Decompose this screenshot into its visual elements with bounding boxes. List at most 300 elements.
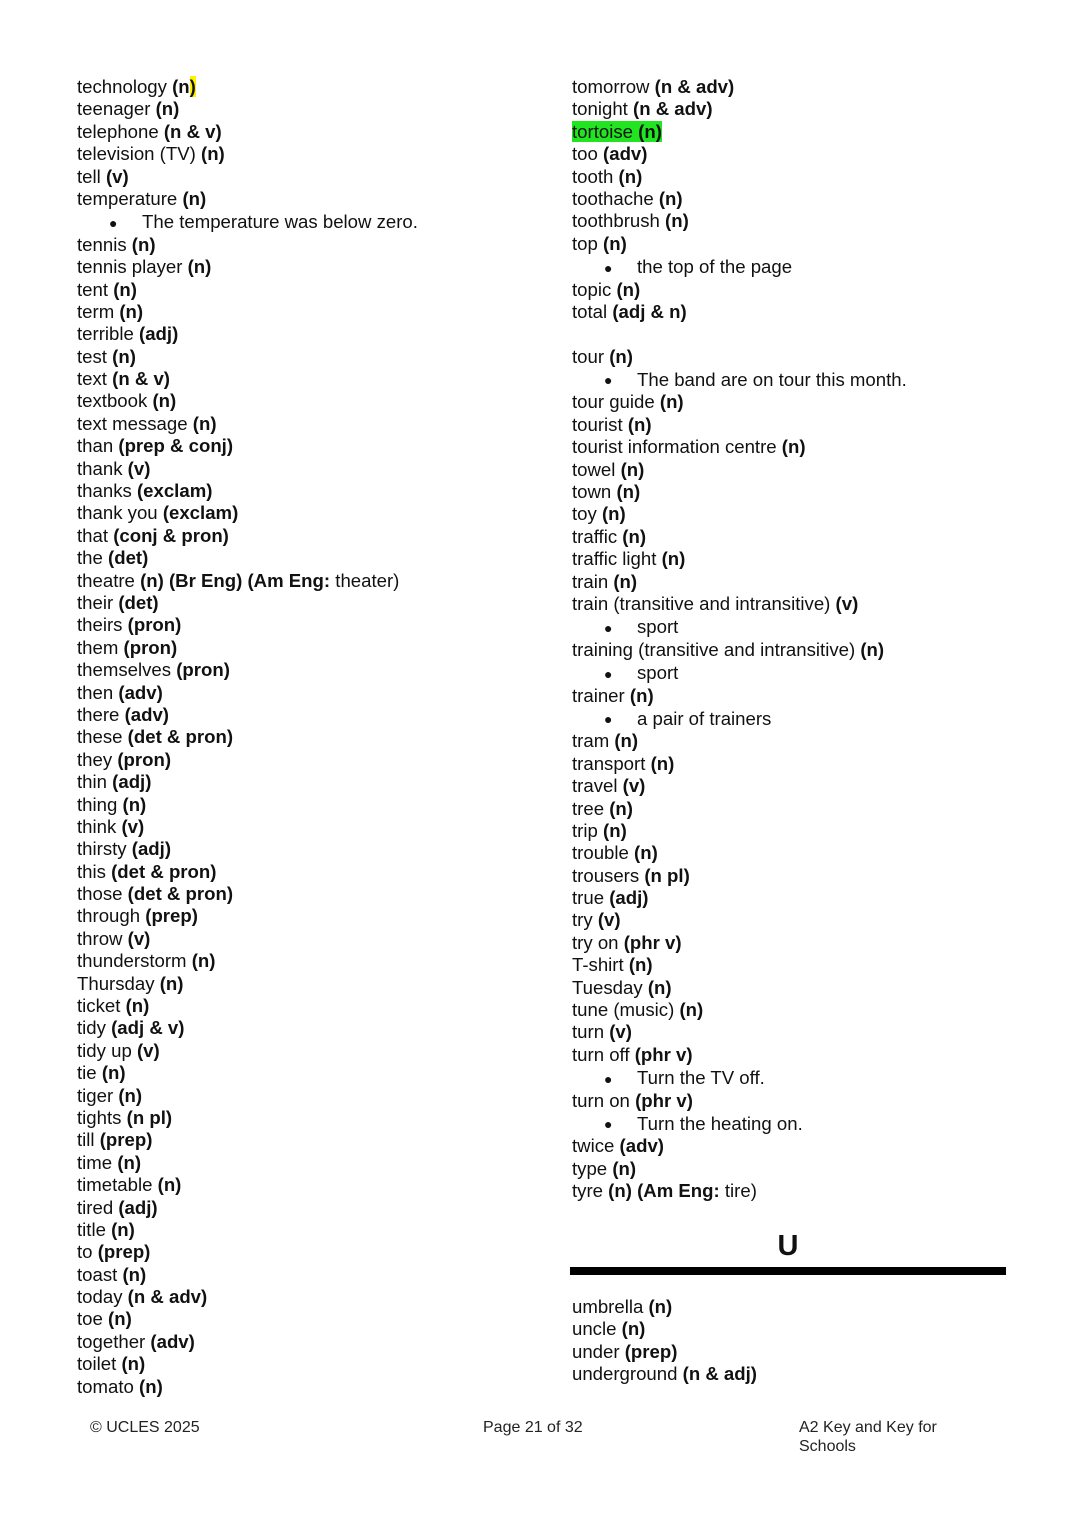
part-of-speech: (prep) bbox=[99, 1129, 153, 1151]
headword: through bbox=[77, 905, 141, 927]
part-of-speech: (adv) bbox=[124, 703, 169, 725]
part-of-speech: (n) bbox=[122, 793, 147, 815]
word-entry bbox=[77, 1040, 547, 1062]
headword: throw bbox=[77, 927, 123, 949]
part-of-speech: (adv) bbox=[603, 143, 648, 165]
part-of-speech: (n) bbox=[118, 1084, 143, 1106]
part-of-speech: (n) bbox=[616, 278, 641, 300]
part-of-speech: (n) bbox=[609, 797, 633, 819]
headword: twice bbox=[572, 1135, 615, 1157]
part-of-speech: (v) bbox=[121, 815, 145, 837]
word-entry bbox=[77, 547, 547, 569]
headword: then bbox=[77, 681, 114, 703]
word-entry bbox=[77, 279, 547, 301]
headword: tell bbox=[77, 165, 101, 187]
headword: terrible bbox=[77, 323, 134, 345]
headword: tennis bbox=[77, 233, 127, 255]
part-of-speech: (n) bbox=[191, 950, 216, 972]
part-of-speech: (prep) bbox=[97, 1241, 151, 1263]
part-of-speech: (n) bbox=[622, 525, 647, 547]
section-divider bbox=[570, 1267, 1006, 1275]
word-entry bbox=[77, 838, 547, 860]
part-of-speech: (pron) bbox=[176, 659, 230, 681]
word-entry bbox=[572, 481, 1012, 503]
headword: tonight bbox=[572, 98, 628, 120]
part-of-speech: (pron) bbox=[127, 614, 182, 636]
part-of-speech: (n) bbox=[650, 752, 675, 774]
headword: these bbox=[77, 726, 123, 748]
footer-page-number: Page 21 of 32 bbox=[483, 1419, 583, 1436]
headword: toothache bbox=[572, 187, 654, 209]
word-entry bbox=[77, 480, 547, 502]
section-letter: U bbox=[777, 1230, 799, 1262]
word-entry bbox=[572, 1021, 1012, 1043]
word-entry bbox=[77, 659, 547, 681]
alt-spelling: theater) bbox=[330, 569, 400, 591]
part-of-speech: (v) bbox=[835, 592, 859, 614]
headword: travel bbox=[572, 775, 618, 797]
word-entry bbox=[77, 1264, 547, 1286]
word-entry bbox=[77, 502, 547, 524]
headword: term bbox=[77, 300, 115, 322]
bullet-icon: ● bbox=[604, 1116, 613, 1133]
headword: technology bbox=[77, 76, 167, 97]
part-of-speech: (n) bbox=[111, 1218, 135, 1240]
word-entry bbox=[77, 861, 547, 883]
headword: thanks bbox=[77, 480, 132, 502]
example-text: The temperature was below zero. bbox=[142, 211, 418, 233]
part-of-speech: (adj & v) bbox=[111, 1017, 185, 1039]
part-of-speech: (adj) bbox=[118, 1196, 158, 1218]
headword: tomorrow bbox=[572, 76, 650, 97]
headword: telephone bbox=[77, 120, 159, 142]
word-entry bbox=[77, 771, 547, 793]
example-item bbox=[572, 615, 1012, 638]
part-of-speech: (n) (Br Eng) (Am Eng: bbox=[140, 569, 331, 591]
headword: type bbox=[572, 1157, 608, 1179]
part-of-speech: (adj & n) bbox=[612, 300, 687, 322]
part-of-speech: (n & adv) bbox=[633, 98, 713, 120]
part-of-speech: (n) bbox=[131, 233, 156, 255]
word-entry bbox=[572, 76, 1012, 98]
part-of-speech: (n & adv) bbox=[127, 1286, 208, 1308]
headword: train (transitive and intransitive) bbox=[572, 592, 831, 614]
word-entry bbox=[572, 865, 1012, 887]
part-of-speech: (v) bbox=[105, 165, 129, 187]
word-entry bbox=[572, 436, 1012, 458]
headword: toy bbox=[572, 503, 597, 525]
example-item bbox=[77, 210, 547, 233]
headword: title bbox=[77, 1218, 106, 1240]
part-of-speech: (n) bbox=[603, 232, 627, 254]
word-entry bbox=[77, 390, 547, 412]
bullet-icon: ● bbox=[604, 619, 613, 636]
word-entry bbox=[77, 1017, 547, 1039]
word-entry bbox=[77, 368, 547, 390]
part-of-speech: (adv) bbox=[150, 1330, 195, 1352]
word-entry bbox=[77, 1241, 547, 1263]
word-entry bbox=[572, 503, 1012, 525]
part-of-speech: (n) bbox=[113, 278, 137, 300]
word-entry bbox=[77, 637, 547, 659]
word-entry bbox=[572, 977, 1012, 999]
part-of-speech: (n) bbox=[182, 187, 207, 209]
headword: thank bbox=[77, 457, 123, 479]
word-entry bbox=[77, 1286, 547, 1308]
headword: too bbox=[572, 143, 598, 165]
part-of-speech: (n) bbox=[860, 638, 885, 660]
word-entry bbox=[77, 98, 547, 120]
part-of-speech: (n) bbox=[665, 210, 689, 232]
part-of-speech: (n) bbox=[661, 548, 686, 570]
word-entry bbox=[572, 548, 1012, 570]
word-entry bbox=[572, 571, 1012, 593]
part-of-speech: (n) bbox=[101, 1062, 126, 1084]
headword: thing bbox=[77, 793, 118, 815]
headword: thin bbox=[77, 771, 107, 793]
word-entry bbox=[77, 301, 547, 323]
part-of-speech: (n) bbox=[108, 1308, 132, 1330]
headword: theatre bbox=[77, 569, 135, 591]
headword: tired bbox=[77, 1196, 114, 1218]
bullet-icon: ● bbox=[604, 259, 613, 276]
headword: toothbrush bbox=[572, 210, 660, 232]
part-of-speech: (n) bbox=[647, 976, 672, 998]
part-of-speech: (n & adj) bbox=[682, 1363, 757, 1385]
part-of-speech: (prep & conj) bbox=[118, 435, 234, 457]
part-of-speech: (n) bbox=[679, 999, 704, 1021]
headword: till bbox=[77, 1129, 95, 1151]
word-entry bbox=[77, 726, 547, 748]
example-text: sport bbox=[637, 616, 679, 638]
highlight-green bbox=[572, 121, 662, 142]
word-entry bbox=[77, 1107, 547, 1129]
bullet-icon: ● bbox=[604, 665, 613, 682]
word-entry bbox=[77, 682, 547, 704]
part-of-speech: (n) bbox=[629, 684, 654, 706]
word-entry bbox=[77, 973, 547, 995]
word-entry bbox=[572, 753, 1012, 775]
part-of-speech: (n) bbox=[139, 1375, 163, 1397]
headword: turn off bbox=[572, 1043, 630, 1065]
part-of-speech: (adj) bbox=[131, 838, 172, 860]
word-entry bbox=[77, 323, 547, 345]
headword: top bbox=[572, 232, 598, 254]
part-of-speech: (adj) bbox=[139, 323, 179, 345]
bullet-icon: ● bbox=[604, 711, 613, 728]
part-of-speech: (n) bbox=[618, 165, 643, 187]
headword: trip bbox=[572, 819, 598, 841]
headword: tomato bbox=[77, 1375, 134, 1397]
word-entry bbox=[77, 614, 547, 636]
word-entry bbox=[77, 525, 547, 547]
headword: turn bbox=[572, 1021, 605, 1043]
headword: total bbox=[572, 300, 608, 322]
word-entry bbox=[572, 1318, 1012, 1340]
headword: tie bbox=[77, 1062, 97, 1084]
word-entry bbox=[77, 76, 547, 98]
word-entry bbox=[77, 188, 547, 210]
word-entry bbox=[572, 909, 1012, 931]
part-of-speech: (pron) bbox=[123, 636, 178, 658]
word-entry bbox=[77, 413, 547, 435]
word-entry bbox=[77, 749, 547, 771]
headword: ticket bbox=[77, 995, 121, 1017]
word-entry bbox=[77, 1062, 547, 1084]
left-word-column bbox=[77, 76, 547, 1398]
word-entry bbox=[77, 346, 547, 368]
part-of-speech: (adv) bbox=[619, 1135, 664, 1157]
footer-copyright: © UCLES 2025 bbox=[90, 1419, 200, 1436]
part-of-speech: (n & v) bbox=[112, 368, 170, 390]
word-entry bbox=[77, 1308, 547, 1330]
part-of-speech: (n) (Am Eng: bbox=[608, 1180, 720, 1202]
word-entry bbox=[572, 1296, 1012, 1318]
part-of-speech: (n) bbox=[117, 1151, 142, 1173]
headword: thirsty bbox=[77, 838, 127, 860]
headword: true bbox=[572, 887, 605, 909]
bullet-icon: ● bbox=[109, 214, 118, 231]
headword: them bbox=[77, 636, 119, 658]
part-of-speech: (n bbox=[172, 76, 190, 97]
part-of-speech: (det) bbox=[108, 547, 149, 569]
part-of-speech: (adv) bbox=[118, 681, 163, 703]
word-entry bbox=[77, 928, 547, 950]
word-entry bbox=[572, 1090, 1012, 1112]
headword: today bbox=[77, 1286, 123, 1308]
headword: this bbox=[77, 860, 106, 882]
word-entry bbox=[572, 233, 1012, 255]
headword: text message bbox=[77, 412, 188, 434]
footer-exam-title: A2 Key and Key for Schools bbox=[799, 1419, 937, 1455]
headword: think bbox=[77, 815, 117, 837]
headword: tidy up bbox=[77, 1039, 132, 1061]
word-entry bbox=[77, 1197, 547, 1219]
part-of-speech: (prep) bbox=[624, 1340, 678, 1362]
headword: trouble bbox=[572, 842, 629, 864]
word-entry bbox=[572, 954, 1012, 976]
word-entry bbox=[572, 685, 1012, 707]
word-entry bbox=[572, 1341, 1012, 1363]
example-text: the top of the page bbox=[637, 256, 793, 278]
word-entry bbox=[77, 1219, 547, 1241]
example-text: sport bbox=[637, 662, 679, 684]
example-item bbox=[572, 661, 1012, 684]
part-of-speech: (n) bbox=[601, 503, 626, 525]
word-entry bbox=[572, 639, 1012, 661]
part-of-speech: (phr v) bbox=[623, 931, 682, 953]
word-entry bbox=[572, 842, 1012, 864]
word-entry bbox=[572, 143, 1012, 165]
headword: temperature bbox=[77, 187, 178, 209]
part-of-speech: (n) bbox=[122, 1263, 147, 1285]
headword: topic bbox=[572, 278, 612, 300]
headword: under bbox=[572, 1340, 620, 1362]
headword: tent bbox=[77, 278, 109, 300]
headword: tooth bbox=[572, 165, 614, 187]
headword: tour bbox=[572, 345, 605, 367]
headword: towel bbox=[572, 458, 616, 480]
part-of-speech: (n) bbox=[616, 481, 641, 503]
headword: trainer bbox=[572, 684, 625, 706]
word-entry bbox=[572, 414, 1012, 436]
headword: toast bbox=[77, 1263, 118, 1285]
word-entry bbox=[572, 210, 1012, 232]
part-of-speech: (n) bbox=[112, 345, 136, 367]
part-of-speech: (v) bbox=[609, 1021, 632, 1043]
word-entry bbox=[572, 999, 1012, 1021]
word-entry bbox=[572, 1363, 1012, 1385]
part-of-speech: (n) bbox=[159, 972, 184, 994]
word-entry bbox=[572, 798, 1012, 820]
part-of-speech: (adj) bbox=[112, 771, 152, 793]
example-item bbox=[572, 1066, 1012, 1089]
headword: town bbox=[572, 481, 612, 503]
part-of-speech: (conj & pron) bbox=[113, 524, 229, 546]
part-of-speech: (det & pron) bbox=[127, 726, 234, 748]
part-of-speech: (v) bbox=[136, 1039, 160, 1061]
word-entry bbox=[77, 995, 547, 1017]
word-entry bbox=[572, 121, 1012, 143]
headword: transport bbox=[572, 752, 646, 774]
part-of-speech: (n) bbox=[628, 954, 653, 976]
part-of-speech: (phr v) bbox=[635, 1089, 693, 1111]
headword: trousers bbox=[572, 864, 640, 886]
headword: test bbox=[77, 345, 107, 367]
headword: tune (music) bbox=[572, 999, 675, 1021]
headword: to bbox=[77, 1241, 93, 1263]
word-entry bbox=[572, 526, 1012, 548]
part-of-speech: (n) bbox=[638, 120, 662, 142]
part-of-speech: (n) bbox=[658, 187, 683, 209]
word-entry bbox=[572, 1044, 1012, 1066]
headword: T-shirt bbox=[572, 954, 624, 976]
headword: tyre bbox=[572, 1180, 603, 1202]
headword: television (TV) bbox=[77, 143, 196, 165]
word-entry bbox=[77, 435, 547, 457]
headword: tourist bbox=[572, 413, 623, 435]
example-item bbox=[572, 707, 1012, 730]
word-entry bbox=[77, 1353, 547, 1375]
word-entry bbox=[572, 301, 1012, 323]
word-entry bbox=[572, 730, 1012, 752]
part-of-speech: (v) bbox=[597, 909, 621, 931]
part-of-speech: (n) bbox=[614, 730, 639, 752]
part-of-speech: (phr v) bbox=[634, 1043, 693, 1065]
part-of-speech: (det & pron) bbox=[111, 860, 217, 882]
part-of-speech: (n) bbox=[621, 1318, 646, 1340]
part-of-speech: (n pl) bbox=[126, 1106, 173, 1128]
word-entry bbox=[77, 234, 547, 256]
word-entry bbox=[77, 121, 547, 143]
word-entry bbox=[572, 1158, 1012, 1180]
bullet-icon: ● bbox=[604, 1070, 613, 1087]
word-entry bbox=[77, 1174, 547, 1196]
word-entry bbox=[572, 166, 1012, 188]
headword: textbook bbox=[77, 390, 148, 412]
headword: those bbox=[77, 883, 123, 905]
part-of-speech: (n) bbox=[781, 436, 806, 458]
headword: Thursday bbox=[77, 972, 155, 994]
word-entry bbox=[77, 256, 547, 278]
headword: tortoise bbox=[572, 120, 633, 142]
headword: the bbox=[77, 547, 103, 569]
headword: Tuesday bbox=[572, 976, 643, 998]
headword: themselves bbox=[77, 659, 172, 681]
headword: teenager bbox=[77, 98, 151, 120]
headword: tree bbox=[572, 797, 605, 819]
headword: they bbox=[77, 748, 113, 770]
part-of-speech: (n) bbox=[659, 391, 684, 413]
headword: try bbox=[572, 909, 593, 931]
part-of-speech: (n) bbox=[634, 842, 658, 864]
word-entry bbox=[572, 932, 1012, 954]
part-of-speech: (n & v) bbox=[163, 120, 222, 142]
word-entry bbox=[77, 1085, 547, 1107]
word-entry bbox=[77, 950, 547, 972]
word-entry bbox=[77, 816, 547, 838]
headword: umbrella bbox=[572, 1296, 644, 1317]
example-text: The band are on tour this month. bbox=[637, 369, 907, 391]
part-of-speech: (n) bbox=[121, 1353, 146, 1375]
word-entry bbox=[77, 704, 547, 726]
word-entry bbox=[572, 279, 1012, 301]
part-of-speech: (n & adv) bbox=[654, 76, 735, 97]
part-of-speech: (n) bbox=[620, 458, 645, 480]
part-of-speech: (n) bbox=[612, 1157, 637, 1179]
part-of-speech: (prep) bbox=[145, 905, 198, 927]
headword: tourist information centre bbox=[572, 436, 777, 458]
headword: than bbox=[77, 435, 114, 457]
part-of-speech: (adj) bbox=[609, 887, 649, 909]
example-item bbox=[572, 255, 1012, 278]
headword: train bbox=[572, 570, 609, 592]
part-of-speech: (v) bbox=[127, 457, 151, 479]
part-of-speech: (det) bbox=[118, 591, 159, 613]
word-entry bbox=[77, 1152, 547, 1174]
word-entry bbox=[572, 820, 1012, 842]
word-entry bbox=[77, 1376, 547, 1398]
headword: thank you bbox=[77, 502, 158, 524]
part-of-speech: (n) bbox=[187, 256, 212, 278]
headword: traffic bbox=[572, 525, 618, 547]
headword: try on bbox=[572, 931, 619, 953]
word-entry bbox=[572, 1180, 1012, 1202]
headword: there bbox=[77, 703, 120, 725]
word-entry bbox=[572, 98, 1012, 120]
headword: toe bbox=[77, 1308, 103, 1330]
headword: uncle bbox=[572, 1318, 617, 1340]
highlight-yellow: ) bbox=[189, 76, 196, 97]
example-item bbox=[572, 1112, 1012, 1135]
headword: timetable bbox=[77, 1174, 153, 1196]
headword: their bbox=[77, 591, 114, 613]
headword: traffic light bbox=[572, 548, 657, 570]
headword: turn on bbox=[572, 1089, 630, 1111]
example-text: a pair of trainers bbox=[637, 707, 772, 729]
word-entry bbox=[77, 166, 547, 188]
word-entry bbox=[77, 1331, 547, 1353]
word-entry bbox=[572, 1135, 1012, 1157]
part-of-speech: (n) bbox=[627, 413, 652, 435]
word-entry bbox=[572, 593, 1012, 615]
headword: underground bbox=[572, 1363, 678, 1385]
word-entry bbox=[572, 459, 1012, 481]
alt-spelling: tire) bbox=[719, 1180, 757, 1202]
part-of-speech: (n) bbox=[609, 345, 633, 367]
section-u-header bbox=[570, 1227, 1006, 1275]
headword: together bbox=[77, 1330, 146, 1352]
